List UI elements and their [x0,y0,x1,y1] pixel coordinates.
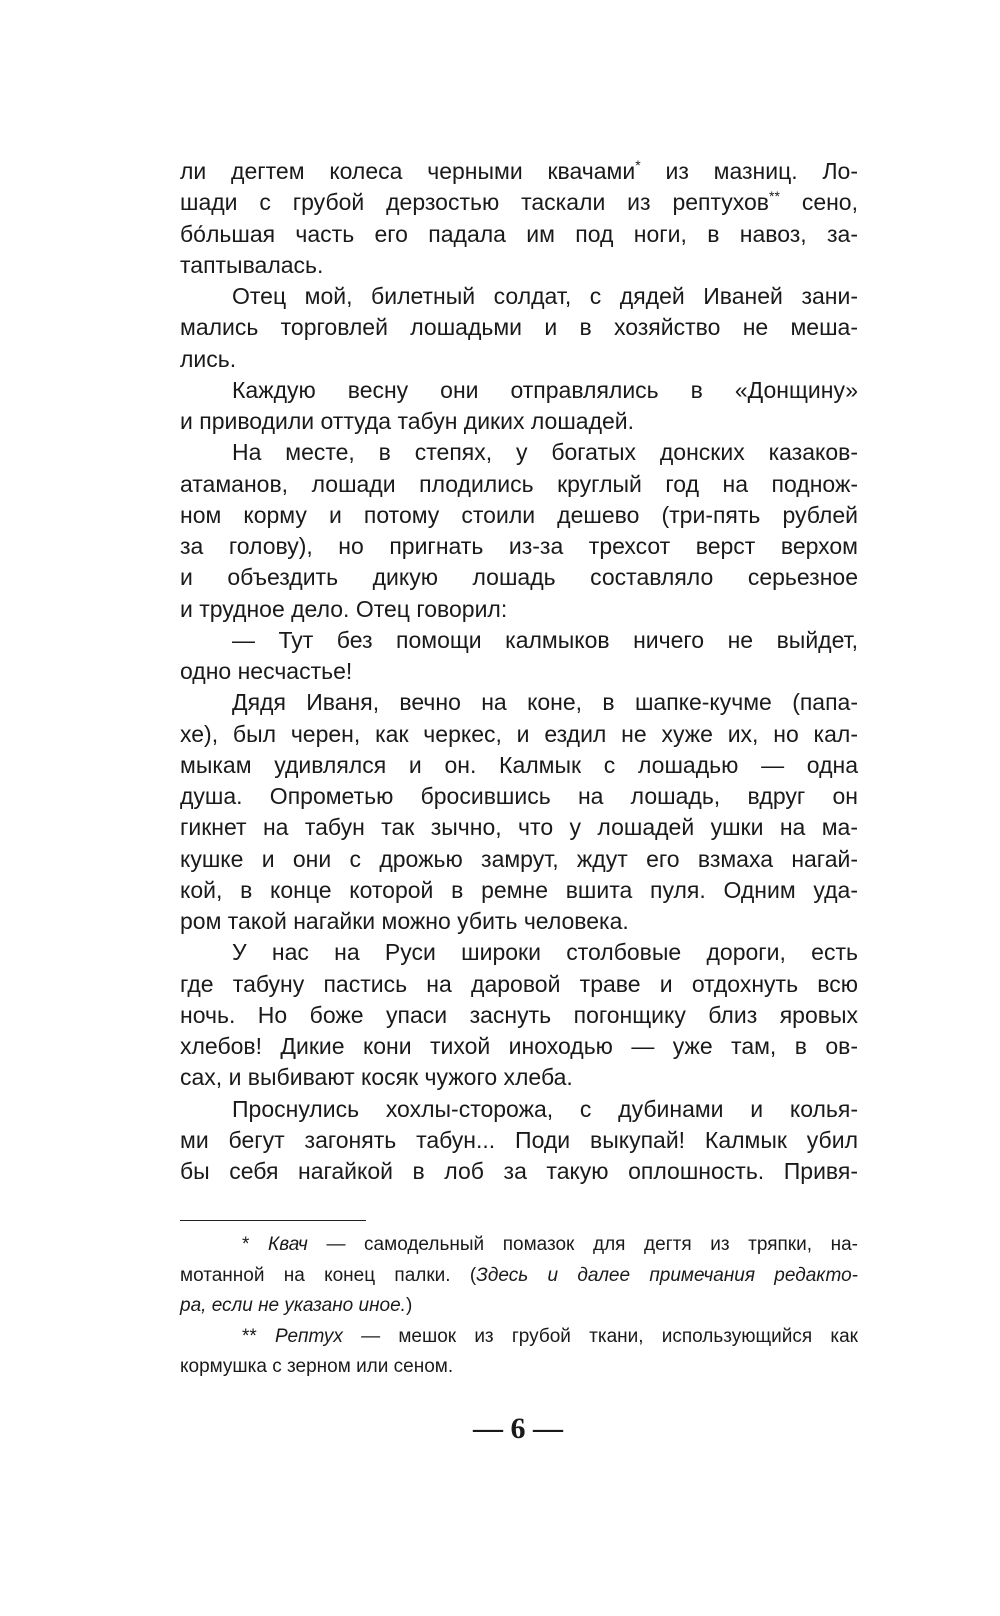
italic-text: Квач [268,1234,308,1255]
footnote-line [180,1291,858,1322]
text-line [180,1125,858,1156]
text-line [180,969,858,1000]
italic-text: Здесь и далее примечания редакто- [476,1264,858,1286]
text-span: Проснулись хохлы-сторожа, с дубинами и колья- [232,1095,858,1122]
text-line [180,812,858,843]
text-span: атаманов, лошади плодились круглый год на поднож- [180,470,858,497]
text-span: сено, [779,189,858,216]
text-line [180,1031,858,1062]
text-line [180,187,858,218]
text-line [180,781,858,812]
text-span: и приводили оттуда табун диких лошадей. [180,408,635,434]
text-line [180,719,858,750]
italic-text: ра, если не указано иное. [180,1295,406,1316]
text-span: ** [242,1325,276,1347]
footnote-marker: ** [769,188,780,205]
text-span: таптывалась. [180,251,324,278]
text-span: У нас на Руси широки столбовые дороги, есть [232,939,858,966]
text-line [180,312,858,343]
text-span: мались торговлей лошадьми и в хозяйство не меша- [180,314,858,341]
text-line [180,625,858,656]
text-line [180,469,858,500]
body-text [180,156,858,1187]
text-line [180,156,858,187]
text-span: хе), был черен, как черкес, и ездил не хуже их, но кал- [180,720,858,747]
text-line [180,406,858,437]
text-span: бо́льшая часть его падала им под ноги, в навоз, за- [180,220,858,247]
text-line [180,562,858,593]
text-line [180,344,858,375]
text-span: — самодельный помазок для дегтя из тряпки, на- [307,1234,858,1255]
text-line [180,750,858,781]
text-line [180,1156,858,1187]
text-line [180,844,858,875]
text-span: ми бегут загонять табун... Поди выкупай! Калмык убил [180,1126,858,1153]
text-line [180,250,858,281]
text-span: — мешок из грубой ткани, использующийся как [342,1325,858,1347]
text-span: шади с грубой дерзостью таскали из рептухов [180,189,770,216]
text-span: ночь. Но боже упаси заснуть погонщику близ яровых [180,1001,858,1028]
text-line [180,1062,858,1093]
text-span: где табуну пастись на даровой траве и отдохнуть всю [180,970,858,997]
text-line [180,937,858,968]
text-line [180,687,858,718]
text-line [180,219,858,250]
text-span: из мазниц. Ло- [640,158,858,184]
text-line [180,1094,858,1125]
text-span: ном корму и потому стоили дешево (три-пять рублей [180,501,858,528]
italic-text: Рептух [275,1325,343,1347]
text-line [180,531,858,562]
text-span: кушке и они с дрожью замрут, ждут его взмаха нагай- [180,845,858,872]
text-span: кой, в конце которой в ремне вшита пуля. Одним уда- [180,876,858,903]
text-span: На месте, в степях, у богатых донских казаков- [232,439,858,466]
text-span: и трудное дело. Отец говорил: [180,595,508,622]
text-span: кормушка с зерном или сеном. [180,1356,454,1377]
text-line [180,1000,858,1031]
text-line [180,656,858,687]
text-span: сах, и выбивают косяк чужого хлеба. [180,1064,573,1091]
text-span: — Тут без помощи калмыков ничего не выйдет, [232,626,858,653]
text-span: хлебов! Дикие кони тихой иноходью — уже там, в ов- [180,1033,858,1059]
text-span: Дядя Иваня, вечно на коне, в шапке-кучме (папа- [232,689,858,716]
footnote-divider [180,1220,366,1221]
text-line [180,875,858,906]
text-span: ) [405,1295,413,1316]
footnote-marker: * [635,157,641,173]
text-span: ли дегтем колеса черными квачами [180,158,636,184]
text-span: за голову), но пригнать из-за трехсот верст верхом [180,533,858,559]
text-line [180,375,858,406]
text-span: мыкам удивлялся и он. Калмык с лошадью — одна [180,751,858,778]
text-line [180,594,858,625]
text-span: лись. [180,345,237,372]
page-number: — 6 — [473,1412,563,1445]
footnote-line [180,1230,858,1261]
text-span: Каждую весну они отправлялись в «Донщину» [232,376,858,403]
text-span: ром такой нагайки можно убить человека. [180,908,629,934]
text-span: одно несчастье! [180,658,353,684]
footnote-line [180,1322,858,1353]
text-span: Отец мой, билетный солдат, с дядей Иваней зани- [232,283,858,309]
text-span: душа. Опрометью бросившись на лошадь, вдруг он [180,783,858,809]
text-span: и объездить дикую лошадь составляло серьезное [180,564,858,591]
footnote-line [180,1352,858,1383]
text-span: * [242,1234,269,1255]
text-line [180,437,858,468]
text-line [180,906,858,937]
footnotes [180,1230,858,1383]
text-line [180,281,858,312]
text-span: гикнет на табун так зычно, что у лошадей ушки на ма- [180,814,858,841]
text-line [180,500,858,531]
text-span: мотанной на конец палки. ( [180,1264,477,1286]
text-span: бы себя нагайкой в лоб за такую оплошность. Привя- [180,1158,858,1184]
footnote-line [180,1261,858,1292]
